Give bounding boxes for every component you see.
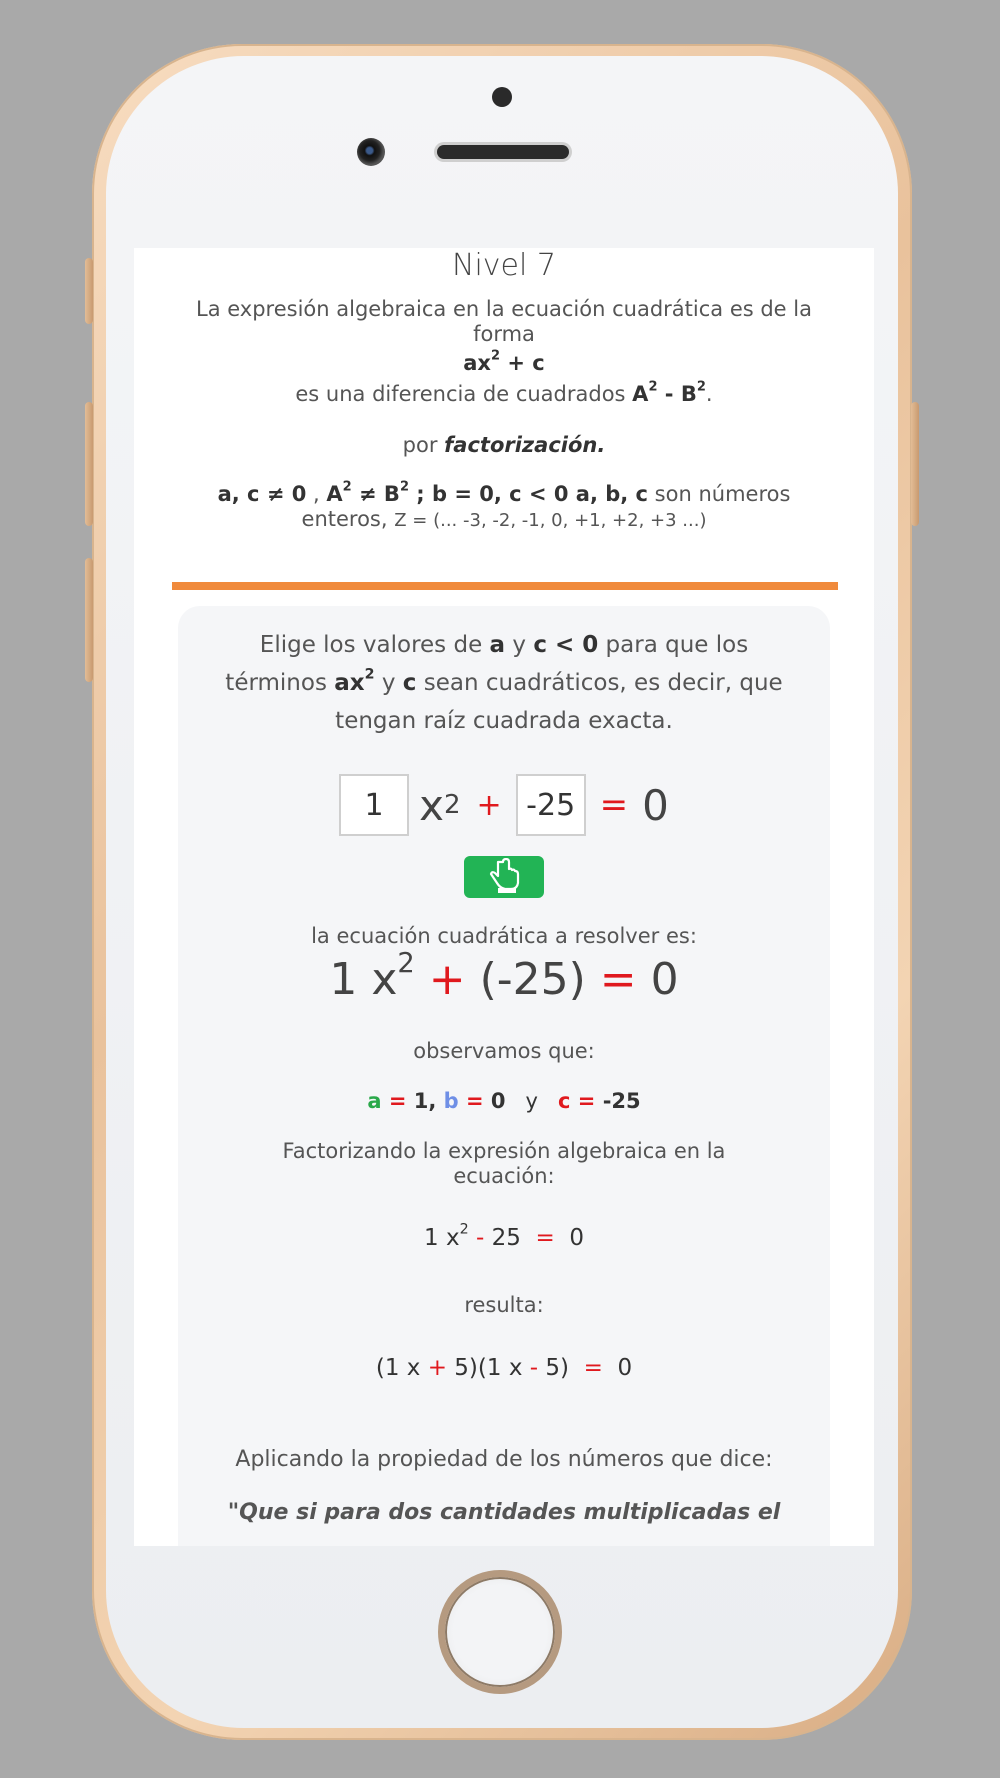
eq-zero: 0 xyxy=(642,780,669,830)
pointing-hand-icon xyxy=(484,858,524,894)
front-camera xyxy=(357,138,385,166)
conditions-text: a, c ≠ 0 , $A^2 \ne B^2$ ; b = 0, c < 0 a, b, c son números enteros, Z = (... -3, -2, -1, 0, +1, +2, +3 ...) xyxy=(217,479,791,531)
power-button xyxy=(911,402,919,526)
quadratic-equation: 1 $x^2 + (-25) = 0$ xyxy=(329,948,679,1005)
coefficients-summary: a = 1, b = 0 y c = -25 xyxy=(367,1089,641,1113)
intro-text: La expresión algebraica en la ecuación cuadrática es de la forma xyxy=(196,297,812,346)
eq-x: x xyxy=(419,780,444,830)
volume-down-button xyxy=(85,558,93,682)
resulta-label: resulta: xyxy=(464,1293,544,1317)
home-button[interactable] xyxy=(438,1570,562,1694)
coefficient-a-input[interactable] xyxy=(339,774,409,836)
method-text: por factorización. xyxy=(402,433,606,457)
exercise-card xyxy=(178,606,830,1546)
screen xyxy=(134,248,874,1546)
factoring-expression: 1 $x^2 - 25 = 0$ xyxy=(424,1221,584,1251)
volume-up-button xyxy=(85,402,93,526)
property-quote: "Que si para dos cantidades multiplicadas el xyxy=(227,1500,781,1525)
property-text: Aplicando la propiedad de los números que dice: xyxy=(235,1447,773,1472)
mute-switch xyxy=(85,258,93,324)
coefficient-c-input[interactable] xyxy=(516,774,586,836)
submit-button[interactable] xyxy=(464,856,544,898)
factored-result: (1 x + 5)(1 x - 5) = 0 xyxy=(375,1355,633,1381)
level-title: Nivel 7 xyxy=(452,248,556,283)
proximity-sensor xyxy=(492,87,512,107)
result-label: la ecuación cuadrática a resolver es: xyxy=(311,924,697,948)
factoring-text: Factorizando la expresión algebraica en la ecuación: xyxy=(282,1139,726,1188)
section-divider xyxy=(172,582,838,590)
equation-input-row: 1 x 2 + -25 = 0 xyxy=(178,770,830,840)
difference-of-squares-text: es una diferencia de cuadrados $A^2 - B^2$. xyxy=(295,379,713,406)
eq-plus: + xyxy=(476,787,502,823)
instructions-text: Elige los valores de a y c < 0 para que los términos $ax^2$ y c sean cuadráticos, es decir, que tengan raíz cuadrada exacta. xyxy=(225,632,783,734)
eq-equals: = xyxy=(599,785,629,825)
observe-label: observamos que: xyxy=(413,1039,595,1063)
form-expression: $ax^2 + c$ xyxy=(463,348,545,375)
earpiece-speaker xyxy=(437,145,569,159)
